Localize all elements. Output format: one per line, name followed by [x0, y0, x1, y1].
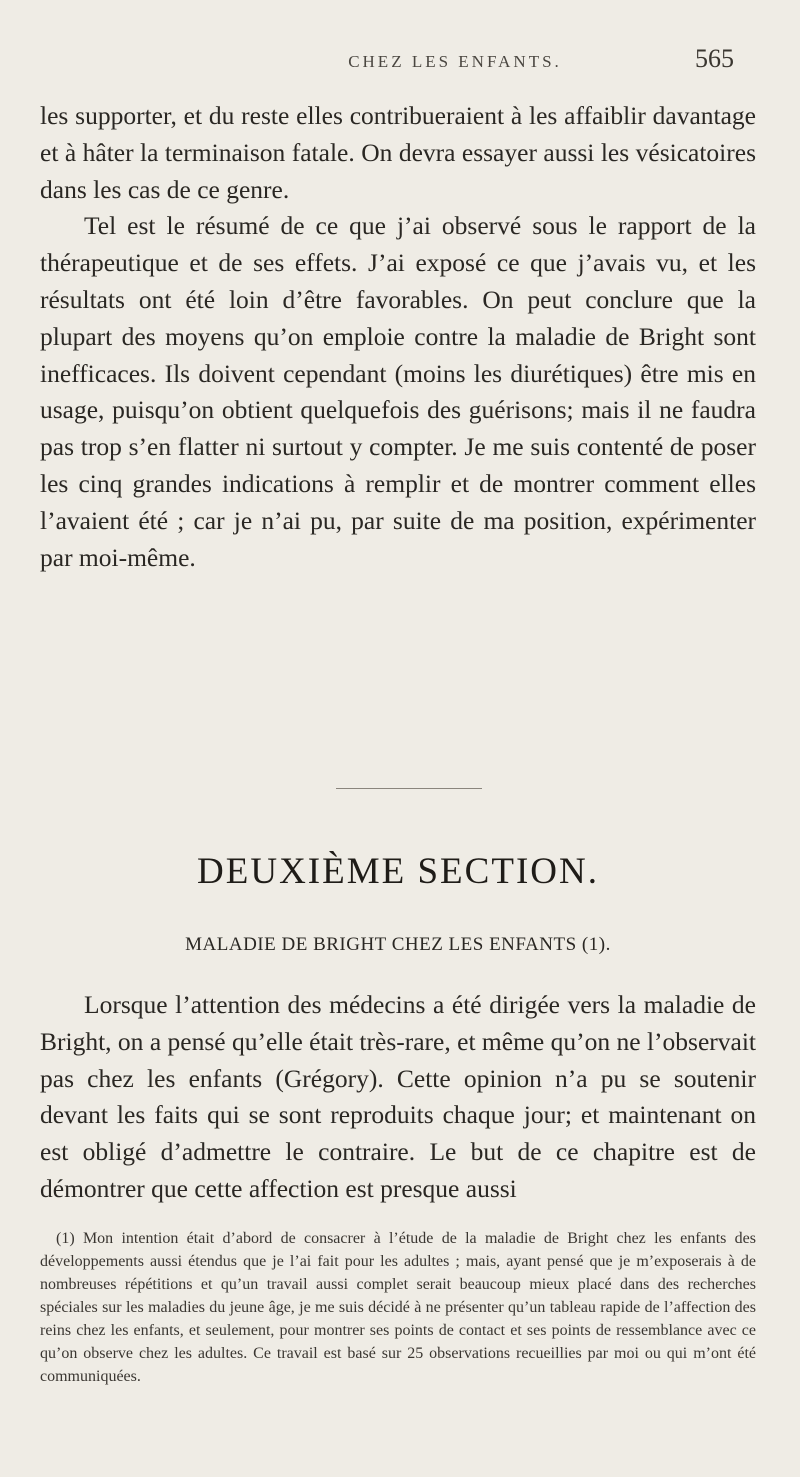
- paragraph-summary: Tel est le résumé de ce que j’ai observé sous le rapport de la thérapeutique et de ses effets. J’ai exposé ce que j’avais vu, et les résultats ont été loin d’être favorables. On peut conclure que la plupart des moyens qu’on emploie contre la maladie de Bright sont inefficaces. Ils doivent cependant (moins les diurétiques) être mis en usage, puisqu’on obtient quelquefois des guérisons; mais il ne faudra pas trop s’en flatter ni surtout y compter. Je me suis contenté de poser les cinq grandes indications à remplir et de montrer comment elles l’avaient été ; car je n’ai pu, par suite de ma position, expérimenter par moi-même.: [40, 211, 756, 572]
- paragraph-section-intro: Lorsque l’attention des médecins a été dirigée vers la maladie de Bright, on a pensé qu’elle était très-rare, et même qu’on ne l’observait pas chez les enfants (Grégory). Cette opinion n’a pu se soutenir devant les faits qui se sont reproduits chaque jour; et maintenant on est obligé d’admettre le contraire. Le but de ce chapitre est de démontrer que cette affection est presque aussi: [40, 990, 756, 1203]
- page-number: 565: [695, 44, 734, 73]
- section-title: DEUXIÈME SECTION.: [197, 851, 599, 892]
- main-text-top: [40, 98, 756, 576]
- section-subtitle: MALADIE DE BRIGHT CHEZ LES ENFANTS (1).: [185, 934, 611, 955]
- running-header: CHEZ LES ENFANTS.: [348, 52, 562, 71]
- section-divider: [336, 788, 482, 789]
- footnote: (1) Mon intention était d’abord de consacrer à l’étude de la maladie de Bright chez les enfants des développements aussi étendus que je l’ai fait pour les adultes ; mais, ayant pensé que je m’exposerais à de nombreuses répétitions et qu’un travail aussi complet serait beaucoup mieux placé dans des recherches spéciales sur les maladies du jeune âge, je me suis décidé à ne présenter qu’un tableau rapide de l’affection des reins chez les enfants, et seulement, pour montrer ses points de contact et ses points de ressemblance avec ce qu’on observe chez les adultes. Ce travail est basé sur 25 observations recueillies par moi ou qui m’ont été communiquées.: [40, 1230, 756, 1385]
- paragraph-continuation: les supporter, et du reste elles contribueraient à les affaiblir davantage et à hâter la terminaison fatale. On devra essayer aussi les vésicatoires dans les cas de ce genre.: [40, 101, 756, 204]
- main-text-section: [40, 987, 756, 1208]
